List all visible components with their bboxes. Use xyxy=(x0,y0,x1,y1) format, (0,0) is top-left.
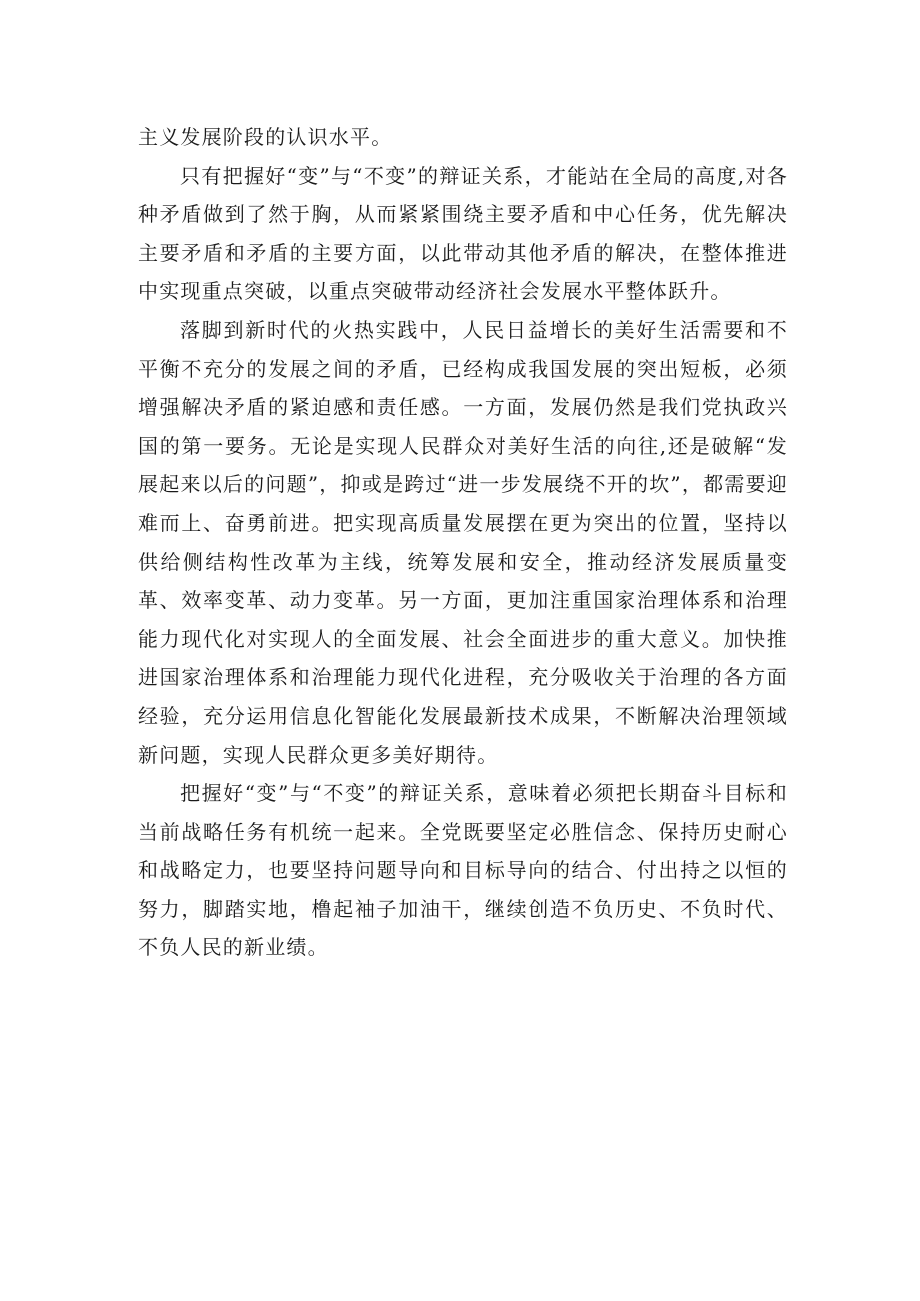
paragraph-long-term-goals: 把握好“变”与“不变”的辩证关系，意味着必须把长期奋斗目标和当前战略任务有机统一起来。全党既要坚定必胜信念、保持历史耐心和战略定力，也要坚持问题导向和目标导向的结合、付出持之以恒的努力，脚踏实地，橹起袖子加油干，继续创造不负历史、不负时代、不负人民的新业绩。 xyxy=(138,781,788,960)
paragraph-new-era-practice: 落脚到新时代的火热实践中，人民日益增长的美好生活需要和不平衡不充分的发展之间的矛盾，已经构成我国发展的突出短板，必须增强解决矛盾的紧迫感和责任感。一方面，发展仍然是我们党执政兴国的第一要务。无论是实现人民群众对美好生活的向往,还是破解“发展起来以后的问题”，抑或是跨过“进一步发展绕不开的坎”，都需要迎难而上、奋勇前进。把实现高质量发展摆在更为突出的位置，坚持以供给侧结构性改革为主线，统筹发展和安全，推动经济发展质量变革、效率变革、动力变革。另一方面，更加注重国家治理体系和治理能力现代化对实现人的全面发展、社会全面进步的重大意义。加快推进国家治理体系和治理能力现代化进程，充分吸收关于治理的各方面经验，充分运用信息化智能化发展最新技术成果，不断解决治理领域新问题，实现人民群众更多美好期待。 xyxy=(138,317,788,767)
document-page xyxy=(138,118,788,967)
paragraph-continued: 主义发展阶段的认识水平。 xyxy=(138,125,393,149)
paragraph-dialectical-relationship: 只有把握好“变”与“不变”的辩证关系，才能站在全局的高度,对各种矛盾做到了然于胸，从而紧紧围绕主要矛盾和中心任务，优先解决主要矛盾和矛盾的主要方面，以此带动其他矛盾的解决，在整体推进中实现重点突破，以重点突破带动经济社会发展水平整体跃升。 xyxy=(138,163,788,304)
